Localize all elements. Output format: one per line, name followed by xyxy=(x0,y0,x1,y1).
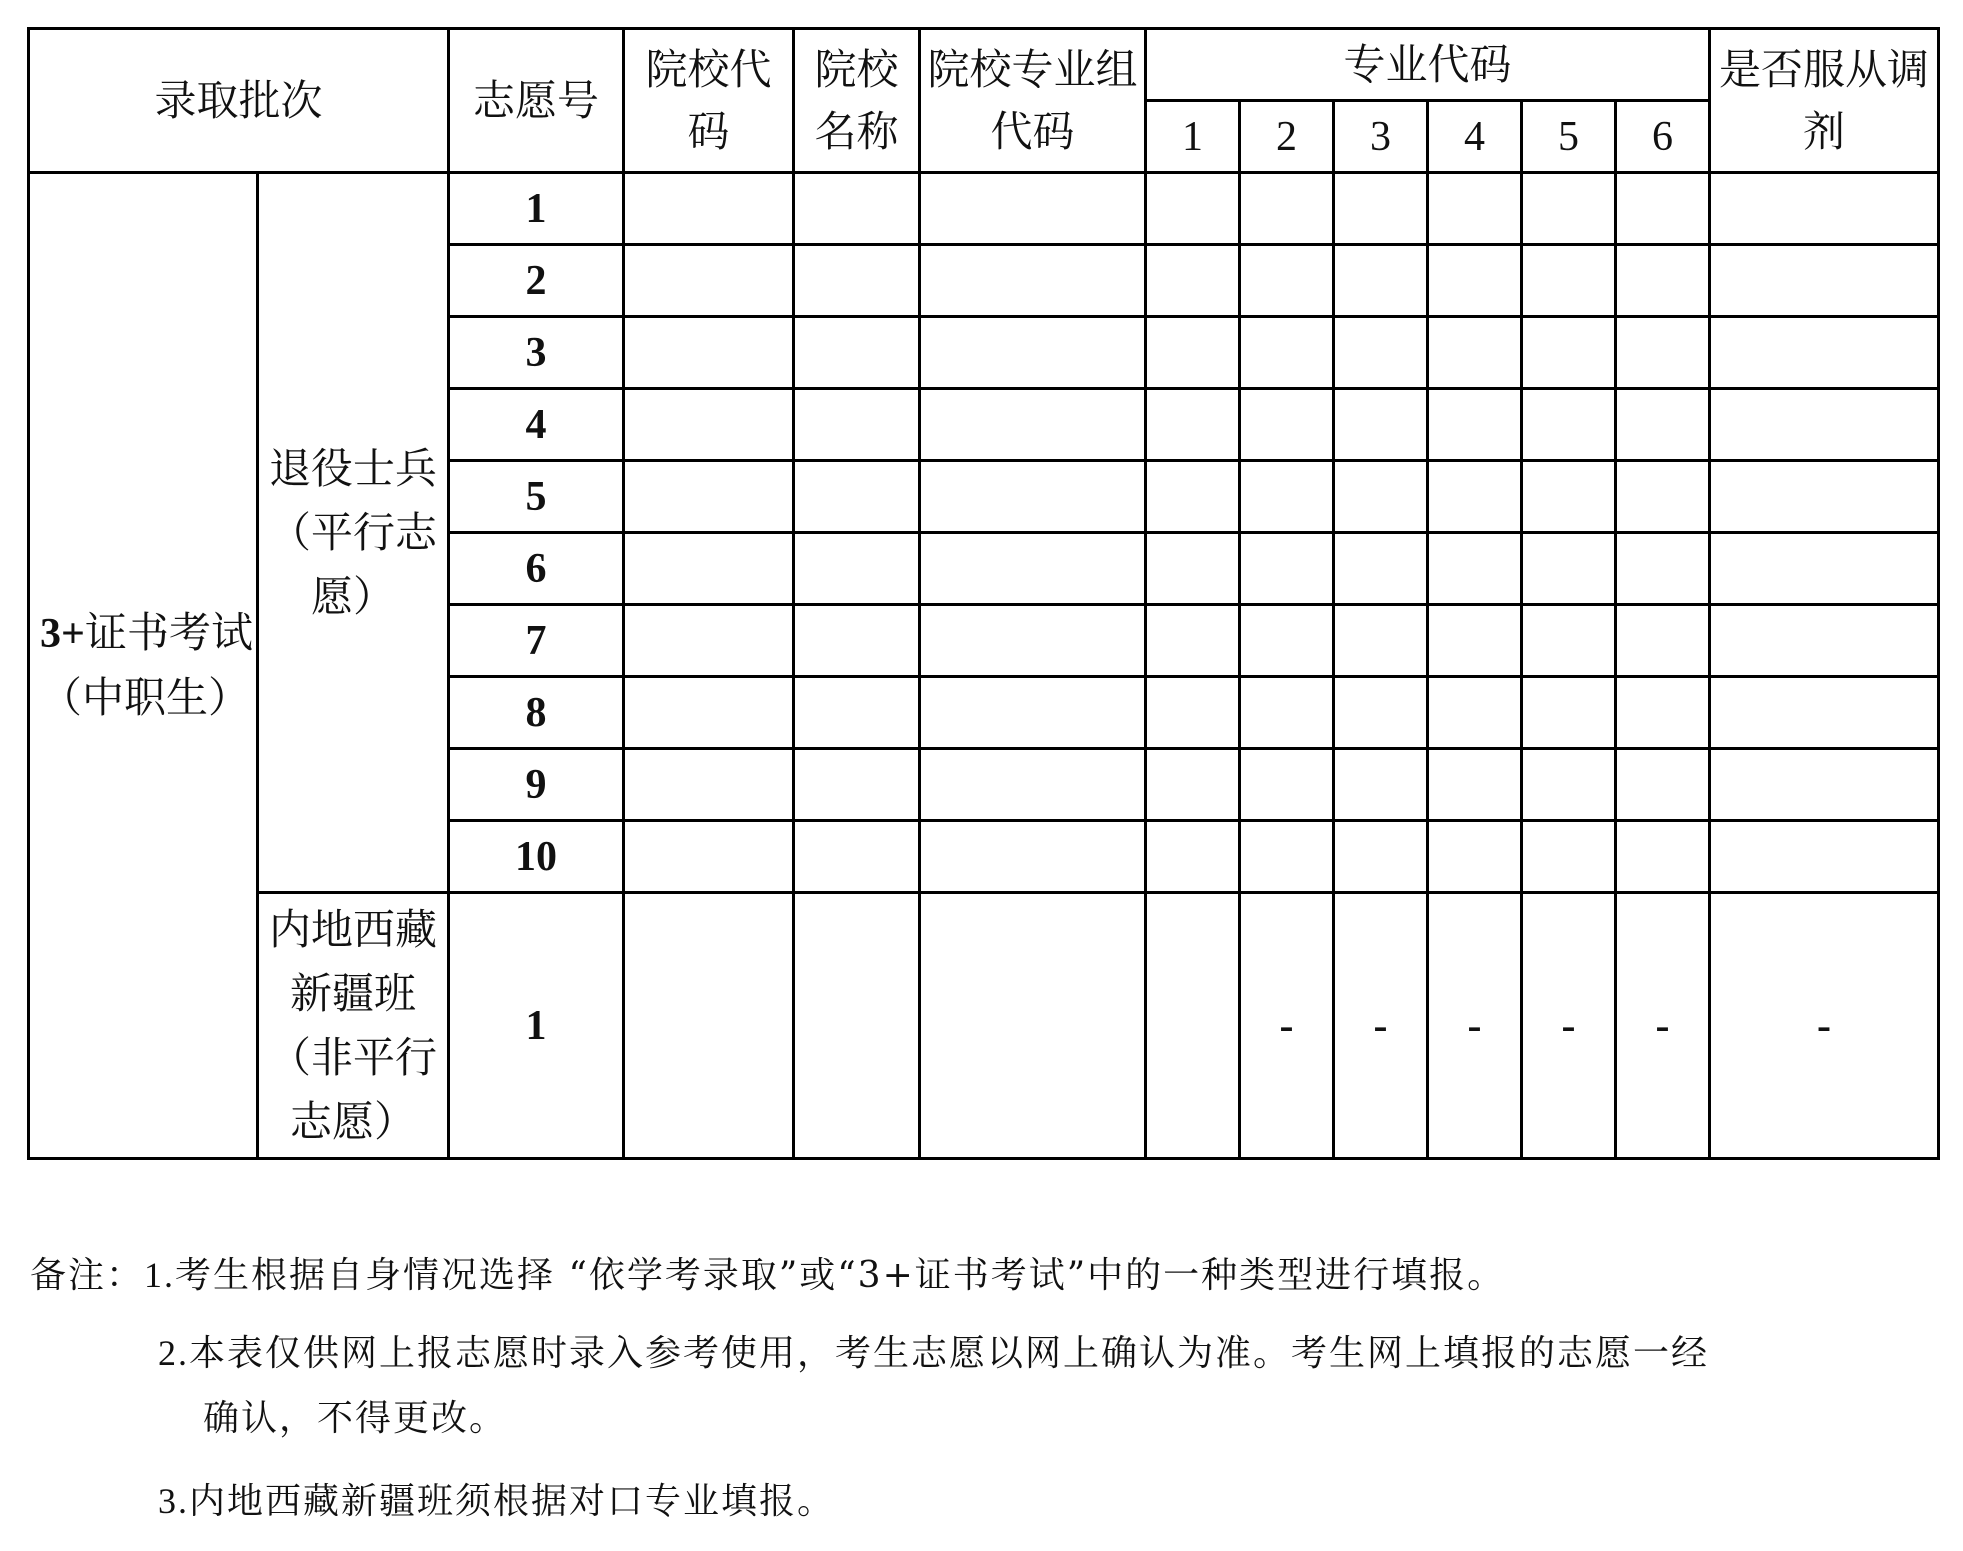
choice-number: 6 xyxy=(449,533,624,605)
parallel-8-major-code-1-cell[interactable] xyxy=(1146,677,1240,749)
parallel-1-school-code-cell[interactable] xyxy=(624,173,794,245)
parallel-8-major-code-4-cell[interactable] xyxy=(1428,677,1522,749)
nonparallel-1-major-code-5-cell: - xyxy=(1522,893,1616,1159)
parallel-7-major-group-code-cell[interactable] xyxy=(920,605,1146,677)
parallel-5-school-code-cell[interactable] xyxy=(624,461,794,533)
parallel-9-school-code-cell[interactable] xyxy=(624,749,794,821)
parallel-9-major-code-4-cell[interactable] xyxy=(1428,749,1522,821)
parallel-10-school-code-cell[interactable] xyxy=(624,821,794,893)
parallel-7-major-code-5-cell[interactable] xyxy=(1522,605,1616,677)
parallel-7-major-code-1-cell[interactable] xyxy=(1146,605,1240,677)
header-major-col-1: 1 xyxy=(1146,101,1240,173)
parallel-10-adjust-cell[interactable] xyxy=(1710,821,1939,893)
parallel-2-major-code-1-cell[interactable] xyxy=(1146,245,1240,317)
nonparallel-1-major-group-code-cell[interactable] xyxy=(920,893,1146,1159)
parallel-1-major-group-code-cell[interactable] xyxy=(920,173,1146,245)
category-nonparallel: 内地西藏新疆班（非平行志愿） xyxy=(258,893,449,1159)
parallel-1-major-code-1-cell[interactable] xyxy=(1146,173,1240,245)
parallel-6-major-code-4-cell[interactable] xyxy=(1428,533,1522,605)
note-3-text: 内地西藏新疆班须根据对口专业填报。 xyxy=(189,1481,836,1522)
nonparallel-1-school-code-cell[interactable] xyxy=(624,893,794,1159)
nonparallel-1-adjust-cell: - xyxy=(1710,893,1939,1159)
parallel-5-major-code-2-cell[interactable] xyxy=(1240,461,1334,533)
parallel-6-school-code-cell[interactable] xyxy=(624,533,794,605)
parallel-5-major-code-3-cell[interactable] xyxy=(1334,461,1428,533)
note-prefix: 备注： xyxy=(30,1255,145,1296)
parallel-5-major-group-code-cell[interactable] xyxy=(920,461,1146,533)
parallel-5-adjust-cell[interactable] xyxy=(1710,461,1939,533)
parallel-2-major-code-4-cell[interactable] xyxy=(1428,245,1522,317)
parallel-6-major-code-2-cell[interactable] xyxy=(1240,533,1334,605)
parallel-10-major-code-4-cell[interactable] xyxy=(1428,821,1522,893)
parallel-4-school-name-cell[interactable] xyxy=(794,389,920,461)
batch-label xyxy=(29,173,258,1159)
parallel-6-major-code-1-cell[interactable] xyxy=(1146,533,1240,605)
parallel-7-major-code-3-cell[interactable] xyxy=(1334,605,1428,677)
volunteer-form-table xyxy=(27,27,1940,1160)
parallel-4-school-code-cell[interactable] xyxy=(624,389,794,461)
parallel-4-major-code-5-cell[interactable] xyxy=(1522,389,1616,461)
header-adjust: 是否服从调剂 xyxy=(1710,29,1939,173)
parallel-3-major-code-3-cell[interactable] xyxy=(1334,317,1428,389)
parallel-8-major-code-6-cell[interactable] xyxy=(1616,677,1710,749)
header-major-col-4: 4 xyxy=(1428,101,1522,173)
parallel-4-major-code-6-cell[interactable] xyxy=(1616,389,1710,461)
parallel-3-school-name-cell[interactable] xyxy=(794,317,920,389)
batch-label-num: 3+ xyxy=(40,611,85,657)
parallel-10-major-code-2-cell[interactable] xyxy=(1240,821,1334,893)
parallel-10-major-code-5-cell[interactable] xyxy=(1522,821,1616,893)
note-2 xyxy=(158,1325,1709,1376)
note-3 xyxy=(158,1473,835,1524)
parallel-5-major-code-5-cell[interactable] xyxy=(1522,461,1616,533)
parallel-10-major-code-3-cell[interactable] xyxy=(1334,821,1428,893)
note-1-num: 1. xyxy=(144,1255,176,1295)
parallel-8-major-code-2-cell[interactable] xyxy=(1240,677,1334,749)
note-2-num: 2. xyxy=(158,1333,189,1373)
table-row xyxy=(29,893,1939,1159)
note-2-text: 本表仅供网上报志愿时录入参考使用，考生志愿以网上确认为准。考生网上填报的志愿一经 xyxy=(189,1333,1710,1374)
parallel-5-major-code-6-cell[interactable] xyxy=(1616,461,1710,533)
parallel-2-major-group-code-cell[interactable] xyxy=(920,245,1146,317)
parallel-6-major-code-5-cell[interactable] xyxy=(1522,533,1616,605)
parallel-7-adjust-cell[interactable] xyxy=(1710,605,1939,677)
parallel-2-school-code-cell[interactable] xyxy=(624,245,794,317)
parallel-8-major-group-code-cell[interactable] xyxy=(920,677,1146,749)
parallel-3-major-code-4-cell[interactable] xyxy=(1428,317,1522,389)
parallel-10-major-code-1-cell[interactable] xyxy=(1146,821,1240,893)
parallel-8-major-code-3-cell[interactable] xyxy=(1334,677,1428,749)
parallel-1-major-code-4-cell[interactable] xyxy=(1428,173,1522,245)
parallel-3-major-code-5-cell[interactable] xyxy=(1522,317,1616,389)
nonparallel-1-major-code-4-cell: - xyxy=(1428,893,1522,1159)
nonparallel-1-major-code-6-cell: - xyxy=(1616,893,1710,1159)
choice-number: 8 xyxy=(449,677,624,749)
header-batch: 录取批次 xyxy=(29,29,449,173)
parallel-9-major-code-2-cell[interactable] xyxy=(1240,749,1334,821)
parallel-9-school-name-cell[interactable] xyxy=(794,749,920,821)
nonparallel-1-major-code-3-cell: - xyxy=(1334,893,1428,1159)
parallel-3-major-group-code-cell[interactable] xyxy=(920,317,1146,389)
parallel-3-major-code-1-cell[interactable] xyxy=(1146,317,1240,389)
parallel-8-school-code-cell[interactable] xyxy=(624,677,794,749)
parallel-2-major-code-3-cell[interactable] xyxy=(1334,245,1428,317)
parallel-3-major-code-2-cell[interactable] xyxy=(1240,317,1334,389)
parallel-8-school-name-cell[interactable] xyxy=(794,677,920,749)
parallel-5-school-name-cell[interactable] xyxy=(794,461,920,533)
parallel-7-school-code-cell[interactable] xyxy=(624,605,794,677)
parallel-10-major-group-code-cell[interactable] xyxy=(920,821,1146,893)
parallel-2-major-code-5-cell[interactable] xyxy=(1522,245,1616,317)
parallel-4-major-group-code-cell[interactable] xyxy=(920,389,1146,461)
parallel-1-major-code-5-cell[interactable] xyxy=(1522,173,1616,245)
choice-number: 4 xyxy=(449,389,624,461)
parallel-1-major-code-3-cell[interactable] xyxy=(1334,173,1428,245)
parallel-3-major-code-6-cell[interactable] xyxy=(1616,317,1710,389)
note-2-cont-text: 确认，不得更改。 xyxy=(203,1398,508,1439)
parallel-2-major-code-6-cell[interactable] xyxy=(1616,245,1710,317)
header-school-name: 院校名称 xyxy=(794,29,920,173)
parallel-4-major-code-2-cell[interactable] xyxy=(1240,389,1334,461)
parallel-9-major-code-6-cell[interactable] xyxy=(1616,749,1710,821)
note-3-num: 3. xyxy=(158,1481,189,1521)
parallel-4-adjust-cell[interactable] xyxy=(1710,389,1939,461)
header-choice-no: 志愿号 xyxy=(449,29,624,173)
category-parallel: 退役士兵（平行志愿） xyxy=(258,173,449,893)
choice-number: 3 xyxy=(449,317,624,389)
header-major-col-2: 2 xyxy=(1240,101,1334,173)
parallel-6-adjust-cell[interactable] xyxy=(1710,533,1939,605)
parallel-10-school-name-cell[interactable] xyxy=(794,821,920,893)
choice-number: 10 xyxy=(449,821,624,893)
choice-number: 2 xyxy=(449,245,624,317)
nonparallel-1-major-code-2-cell: - xyxy=(1240,893,1334,1159)
note-1 xyxy=(30,1247,1505,1298)
note-2-continued xyxy=(203,1390,507,1441)
header-major-col-6: 6 xyxy=(1616,101,1710,173)
parallel-7-school-name-cell[interactable] xyxy=(794,605,920,677)
parallel-3-adjust-cell[interactable] xyxy=(1710,317,1939,389)
parallel-9-adjust-cell[interactable] xyxy=(1710,749,1939,821)
choice-number: 9 xyxy=(449,749,624,821)
parallel-1-major-code-2-cell[interactable] xyxy=(1240,173,1334,245)
note-1-text: 考生根据自身情况选择 “依学考录取”或“3+证书考试”中的一种类型进行填报。 xyxy=(175,1255,1506,1296)
parallel-6-major-group-code-cell[interactable] xyxy=(920,533,1146,605)
parallel-5-major-code-4-cell[interactable] xyxy=(1428,461,1522,533)
parallel-2-major-code-2-cell[interactable] xyxy=(1240,245,1334,317)
parallel-7-major-code-4-cell[interactable] xyxy=(1428,605,1522,677)
header-major-col-5: 5 xyxy=(1522,101,1616,173)
choice-number: 7 xyxy=(449,605,624,677)
parallel-2-school-name-cell[interactable] xyxy=(794,245,920,317)
choice-number: 5 xyxy=(449,461,624,533)
parallel-9-major-group-code-cell[interactable] xyxy=(920,749,1146,821)
parallel-4-major-code-4-cell[interactable] xyxy=(1428,389,1522,461)
parallel-5-major-code-1-cell[interactable] xyxy=(1146,461,1240,533)
parallel-8-major-code-5-cell[interactable] xyxy=(1522,677,1616,749)
header-major-col-3: 3 xyxy=(1334,101,1428,173)
table-row xyxy=(29,173,1939,245)
parallel-9-major-code-5-cell[interactable] xyxy=(1522,749,1616,821)
parallel-3-school-code-cell[interactable] xyxy=(624,317,794,389)
choice-number: 1 xyxy=(449,173,624,245)
parallel-6-school-name-cell[interactable] xyxy=(794,533,920,605)
header-major-group-code: 院校专业组代码 xyxy=(920,29,1146,173)
batch-label-text: 证书考试（中职生） xyxy=(40,608,253,722)
parallel-1-adjust-cell[interactable] xyxy=(1710,173,1939,245)
parallel-6-major-code-6-cell[interactable] xyxy=(1616,533,1710,605)
parallel-9-major-code-3-cell[interactable] xyxy=(1334,749,1428,821)
header-major-codes: 专业代码 xyxy=(1146,29,1710,101)
parallel-9-major-code-1-cell[interactable] xyxy=(1146,749,1240,821)
parallel-1-major-code-6-cell[interactable] xyxy=(1616,173,1710,245)
nonparallel-1-school-name-cell[interactable] xyxy=(794,893,920,1159)
parallel-10-major-code-6-cell[interactable] xyxy=(1616,821,1710,893)
parallel-7-major-code-6-cell[interactable] xyxy=(1616,605,1710,677)
parallel-4-major-code-1-cell[interactable] xyxy=(1146,389,1240,461)
parallel-2-adjust-cell[interactable] xyxy=(1710,245,1939,317)
parallel-4-major-code-3-cell[interactable] xyxy=(1334,389,1428,461)
parallel-7-major-code-2-cell[interactable] xyxy=(1240,605,1334,677)
parallel-1-school-name-cell[interactable] xyxy=(794,173,920,245)
nonparallel-1-major-code-1-cell[interactable] xyxy=(1146,893,1240,1159)
choice-number: 1 xyxy=(449,893,624,1159)
parallel-6-major-code-3-cell[interactable] xyxy=(1334,533,1428,605)
parallel-8-adjust-cell[interactable] xyxy=(1710,677,1939,749)
header-school-code: 院校代码 xyxy=(624,29,794,173)
